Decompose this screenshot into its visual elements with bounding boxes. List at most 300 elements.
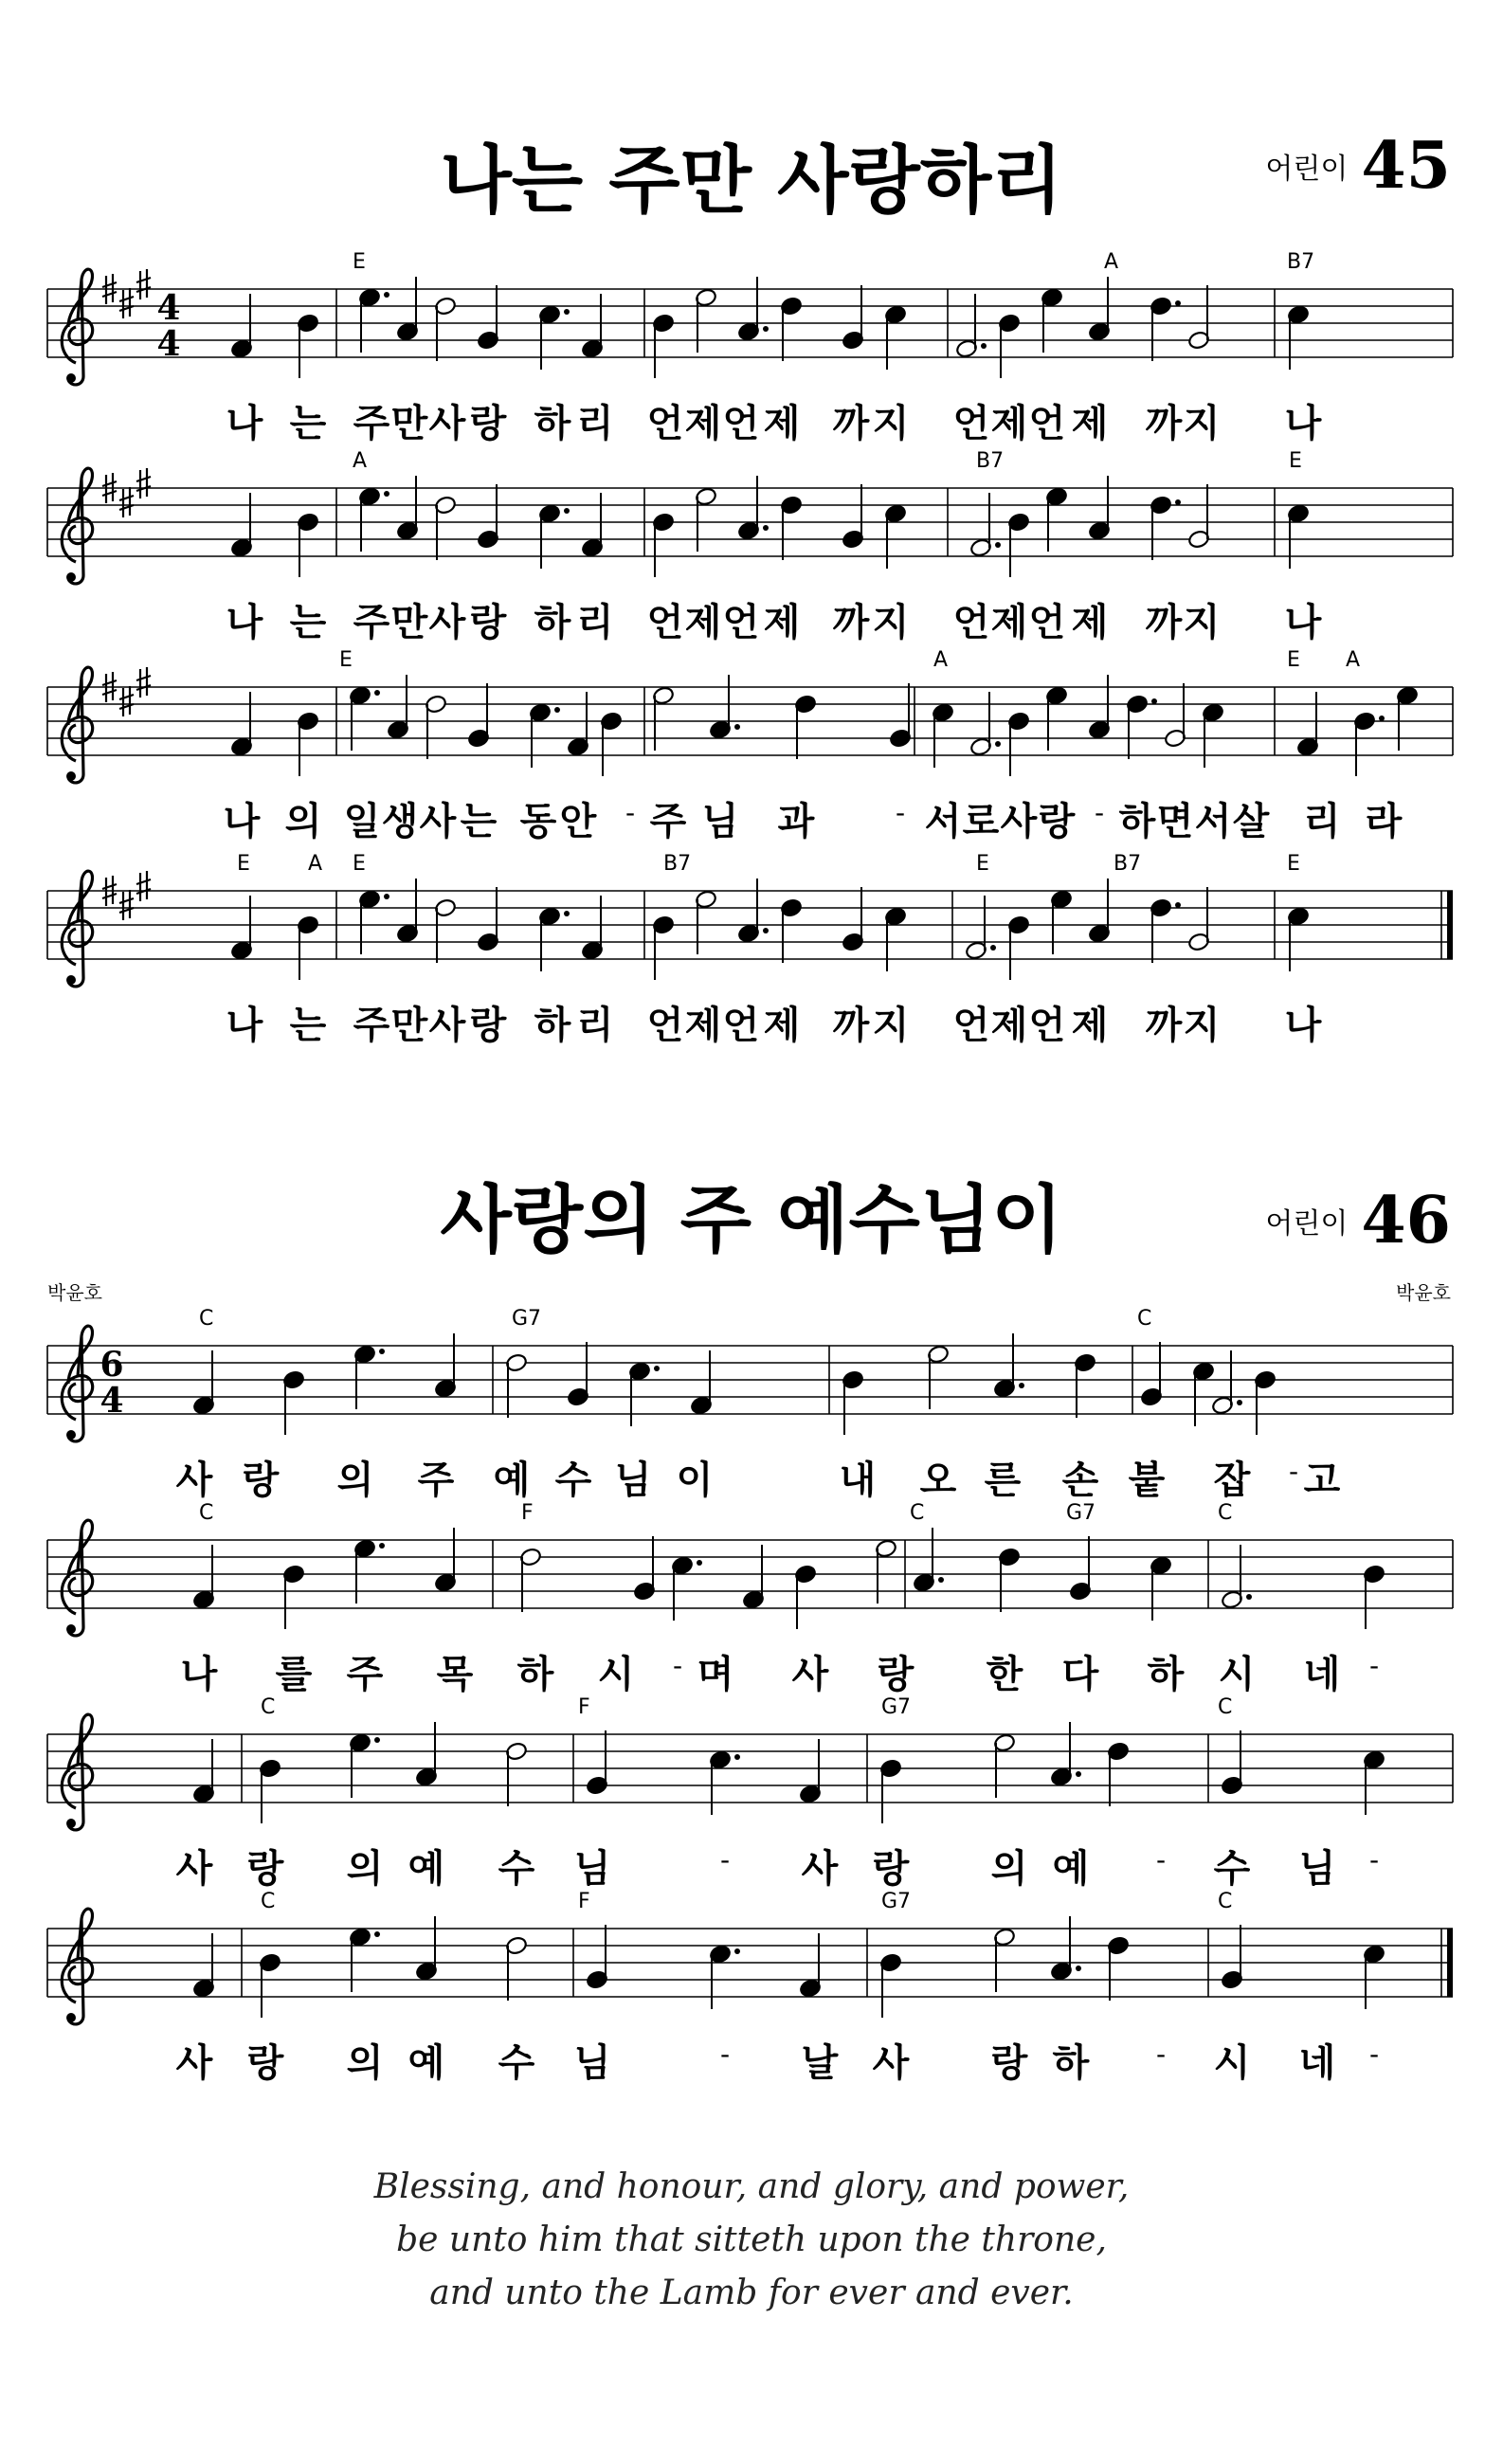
treble-clef-icon [62,1326,92,1441]
lyric-syllable: 제 [990,1004,1028,1047]
lyric-syllable: 손 [1061,1458,1099,1502]
lyric-syllable: 목 [436,1653,474,1696]
lyric-syllable: 나 [226,1004,263,1047]
dot [995,542,1001,548]
chord-symbol: F [521,1501,534,1525]
note [842,887,864,951]
note [1211,1350,1242,1415]
lyric-syllable: 의 [346,1847,384,1891]
lyric-syllable: 나 [1284,601,1322,644]
note [353,1345,385,1409]
note [396,277,419,341]
lyric-syllable: 나 [226,601,263,644]
dot [1019,1383,1024,1388]
lyric-syllable: 서 [924,800,962,843]
lyric-syllable: 를 [275,1653,313,1696]
time-signature-top: 4 [156,288,181,328]
dot [384,292,389,298]
lyric-syllable: 주 [353,1004,390,1047]
lyric-syllable: 시 [1213,2041,1251,2085]
note [282,1565,305,1629]
lyric-syllable: 언 [952,1004,990,1047]
lyric-syllable: 사 [428,1004,466,1047]
chord-symbol: B7 [1287,250,1315,274]
note [742,1545,765,1609]
note [1050,890,1073,954]
lyric-syllable: - [1155,1844,1167,1875]
dot [384,894,389,899]
note [538,907,570,971]
chord-symbol: E [339,648,353,672]
lyric-syllable: 하 [534,402,571,445]
note [297,314,319,378]
note [633,1536,656,1601]
chord-symbol: A [308,852,323,876]
chord-symbol: E [353,852,366,876]
staff-system [0,431,1503,573]
lyric-syllable: 언 [722,1004,760,1047]
note [737,476,769,540]
lyric-syllable: 언 [646,1004,684,1047]
lyric-syllable: 언 [646,402,684,445]
lyric-syllable: 서 [1194,800,1232,843]
lyric-syllable: 붙 [1128,1458,1166,1502]
lyric-syllable: 내 [839,1458,877,1502]
note [600,712,623,776]
staff-system [0,232,1503,374]
lyric-syllable: 언 [952,402,990,445]
lyric-syllable: 까 [1145,1004,1183,1047]
lyric-syllable: 하 [1147,1653,1185,1696]
note [505,1936,528,2001]
note [1007,513,1030,577]
lyric-syllable: 지 [872,601,910,644]
note [1221,1730,1243,1795]
lyric-syllable: 는 [289,601,327,644]
lyric-syllable: 오 [919,1458,957,1502]
note [884,504,907,569]
hymn-category: 어린이 [1265,153,1349,186]
note [230,294,253,358]
note [709,675,740,739]
lyric-syllable: - [1288,1456,1299,1487]
lyric-syllable: 하 [1052,2041,1090,2085]
verse-line: and unto the Lamb for ever and ever. [429,2274,1074,2312]
note [1088,675,1111,739]
lyric-syllable: 는 [289,1004,327,1047]
note [297,513,319,577]
note [1088,277,1111,341]
note [358,890,389,954]
note [1296,692,1319,756]
staff-system [0,1289,1503,1431]
dot [379,1543,385,1549]
lyric-syllable: 하 [534,1004,571,1047]
lyric-syllable: 나 [223,800,261,843]
lyric-syllable: 살 [1232,800,1270,843]
lyric-syllable: 까 [832,402,870,445]
dot [1076,1966,1081,1971]
lyric-syllable: 만 [390,1004,428,1047]
lyric-syllable: 사 [175,1847,213,1891]
dot [374,690,380,696]
note [1150,1556,1172,1621]
chord-symbol: C [1218,1695,1233,1719]
note [842,1370,864,1435]
lyric-syllable: - [1368,1650,1380,1681]
treble-clef-icon [62,269,92,385]
lyric-syllable: 사 [419,800,457,843]
chord-symbol: E [1289,449,1302,473]
lyric-syllable: 하 [516,1653,554,1696]
note [353,1539,385,1603]
note [1187,484,1210,549]
note [932,703,954,768]
lyric-syllable: 랑 [877,1653,914,1696]
note [780,297,803,361]
note [396,879,419,943]
note [1069,1536,1092,1601]
lyric-syllable: - [1368,1844,1380,1875]
note [505,1353,528,1418]
note [581,493,604,557]
lyric-syllable: 면 [1156,800,1194,843]
lyric-syllable: 님 [573,1847,611,1891]
lyric-line [0,2033,1503,2090]
lyric-syllable: 는 [289,402,327,445]
note [358,288,389,353]
note [192,1739,215,1803]
dot [1175,902,1181,908]
treble-clef-icon [62,667,92,783]
note [1254,1370,1277,1435]
dot [554,707,560,713]
hymn-number-value: 45 [1361,128,1451,204]
dot [384,491,389,497]
scripture-verse [0,2161,1503,2320]
lyric-syllable: - [625,797,636,828]
note [780,898,803,963]
note [349,686,380,751]
note [434,496,457,560]
chord-symbol: E [353,250,366,274]
lyric-syllable: 지 [1183,402,1221,445]
note [652,915,675,980]
note [1192,1362,1215,1426]
note [282,1370,305,1435]
note [875,1539,897,1603]
chord-symbol: B7 [976,449,1005,473]
lyric-syllable: 안 [559,800,597,843]
dot [1379,716,1385,721]
sharp-icon [119,288,134,318]
note [1363,1945,1385,2009]
note [1396,686,1419,751]
lyric-syllable: 시 [1218,1653,1256,1696]
time-signature-top: 6 [100,1345,124,1385]
lyric-syllable: 만 [390,402,428,445]
lyric-syllable: 나 [180,1653,218,1696]
chord-symbol: B7 [663,852,692,876]
note [628,1362,660,1426]
lyric-syllable: 지 [872,1004,910,1047]
lyric-syllable: 리 [576,601,614,644]
note [799,1739,822,1803]
note [297,915,319,980]
lyric-syllable: 잡 [1213,1458,1251,1502]
lyric-syllable: 랑 [1038,800,1076,843]
lyric-syllable: 고 [1303,1458,1341,1502]
lyric-syllable: 님 [1298,1847,1336,1891]
lyric-syllable: 의 [284,800,322,843]
note [259,1953,281,2018]
lyric-syllable: 제 [684,402,722,445]
dot [1151,698,1157,704]
treble-clef-icon [62,1714,92,1830]
lyric-syllable: 시 [597,1653,635,1696]
note [586,1730,608,1795]
lyric-syllable: 사 [175,2041,213,2085]
note [652,513,675,577]
note [387,675,409,739]
note [1007,915,1030,980]
note [884,305,907,370]
note [538,504,570,569]
lyric-syllable: 리 [576,402,614,445]
note [1363,1750,1385,1815]
note [581,896,604,960]
note [1287,305,1310,370]
note [889,683,912,748]
lyric-syllable: 랑 [246,2041,284,2085]
chord-symbol: C [261,1890,276,1913]
lyric-syllable: 는 [460,800,498,843]
lyric-syllable: 날 [801,2041,839,2085]
chord-symbol: E [1287,852,1300,876]
note [192,1350,215,1415]
lyric-syllable: 랑 [469,601,507,644]
note [998,1548,1021,1612]
note [652,686,675,751]
lyric-syllable: 제 [684,1004,722,1047]
note [993,1733,1016,1798]
lyric-syllable: 랑 [242,1458,280,1502]
chord-symbol: B7 [1114,852,1142,876]
note [434,1333,457,1398]
note [467,683,490,748]
lyric-syllable: 제 [1071,402,1109,445]
lyric-syllable: 언 [722,402,760,445]
lyric-syllable: 하 [534,601,571,644]
chord-symbol: C [1218,1501,1233,1525]
lyric-syllable: 다 [1061,1653,1099,1696]
note [1050,1916,1081,1981]
lyric-syllable: - [1094,797,1105,828]
lyric-syllable: 사 [801,1847,839,1891]
lyric-syllable: 님 [573,2041,611,2085]
note [842,285,864,350]
sharp-icon [119,890,134,920]
lyric-syllable: 지 [1183,601,1221,644]
treble-clef-icon [62,871,92,987]
lyric-syllable: 수 [498,2041,535,2085]
chord-symbol: F [578,1890,590,1913]
note [993,1333,1024,1398]
lyric-syllable: 한 [986,1653,1023,1696]
note [477,887,499,951]
dot [564,309,570,315]
dot [981,343,987,349]
chord-symbol: C [1137,1307,1152,1331]
dot [734,1754,740,1760]
note [259,1759,281,1823]
note [1187,887,1210,951]
lyric-syllable: 주 [353,402,390,445]
lyric-syllable: - [1155,2038,1167,2070]
note [709,1945,740,2009]
lyric-syllable: 사 [428,402,466,445]
note [415,1722,438,1786]
chord-symbol: C [1218,1890,1233,1913]
lyric-syllable: 언 [952,601,990,644]
lyric-syllable: 의 [346,2041,384,2085]
lyric-syllable: 지 [872,402,910,445]
chord-symbol: G7 [512,1307,542,1331]
lyric-syllable: 주 [346,1653,384,1696]
lyric-syllable: 로 [962,800,1000,843]
note [434,1528,457,1592]
lyric-syllable: 의 [336,1458,374,1502]
staff-system [0,1483,1503,1625]
note [955,294,987,358]
note [192,1545,215,1609]
note [1050,1722,1081,1786]
chord-symbol: A [1104,250,1119,274]
sharp-icon [136,468,151,498]
note [969,493,1001,557]
lyric-syllable: 제 [990,402,1028,445]
lyric-syllable: 제 [684,601,722,644]
staff-system [0,630,1503,772]
lyric-syllable: 의 [990,1847,1028,1891]
note [230,692,253,756]
chord-symbol: A [933,648,949,672]
lyric-syllable: 사 [175,1458,213,1502]
time-signature-bottom: 4 [156,324,181,364]
lyric-syllable: 까 [1145,402,1183,445]
lyric-syllable: 제 [1071,1004,1109,1047]
note [1363,1565,1385,1629]
lyric-syllable: 언 [1028,402,1066,445]
lyric-syllable: 이 [676,1458,714,1502]
note [230,896,253,960]
dot [734,1948,740,1954]
note [1140,1342,1163,1406]
note [842,484,864,549]
lyric-syllable: 님 [614,1458,652,1502]
dot [938,1577,944,1583]
sharp-icon [119,686,134,716]
chord-symbol: G7 [881,1695,912,1719]
lyric-syllable: 랑 [469,402,507,445]
note [1287,504,1310,569]
note [529,703,560,768]
lyric-syllable: 수 [554,1458,592,1502]
note [1107,1742,1130,1806]
lyric-syllable: 제 [763,1004,801,1047]
lyric-syllable: 하 [1118,800,1156,843]
dot [734,724,740,730]
note [477,285,499,350]
lyric-syllable: 만 [390,601,428,644]
note [993,1928,1016,1992]
hymn-number [1265,1183,1451,1259]
lyric-syllable: - [719,1844,731,1875]
lyric-syllable: - [895,797,906,828]
lyric-syllable: - [1368,2038,1380,2070]
note [477,484,499,549]
lyric-syllable: 까 [1145,601,1183,644]
note [396,476,419,540]
note [1045,686,1068,751]
note [1041,288,1063,353]
note [1088,879,1111,943]
dot [564,508,570,514]
lyricist-credit: 박윤호 [47,1281,102,1304]
dot [763,326,769,332]
lyric-syllable: 제 [990,601,1028,644]
staff-system [0,834,1503,976]
note [1287,907,1310,971]
lyric-syllable: 사 [428,601,466,644]
note [586,1925,608,1989]
lyric-syllable: 언 [1028,601,1066,644]
dot [374,1737,380,1743]
lyric-syllable: 예 [407,1847,445,1891]
chord-symbol: G7 [1066,1501,1096,1525]
note [1202,703,1224,768]
note [879,1759,902,1823]
lyric-syllable: 른 [984,1458,1022,1502]
lyric-syllable: 동 [519,800,557,843]
verse-line: Blessing, and honour, and glory, and power, [373,2167,1130,2206]
dot [697,1560,702,1566]
note [567,692,589,756]
note [519,1548,542,1612]
dot [564,911,570,916]
composer-credit: 박윤호 [1396,1281,1451,1304]
note [1164,683,1186,748]
lyric-syllable: 님 [701,800,739,843]
lyric-syllable: 예 [1052,1847,1090,1891]
hymn-number [1265,128,1451,204]
note [425,695,447,759]
hymn-category: 어린이 [1265,1207,1349,1241]
note [737,879,769,943]
lyric-syllable: 랑 [990,2041,1028,2085]
sharp-icon [136,871,151,901]
note [505,1742,528,1806]
dot [1246,1594,1252,1600]
note [913,1528,944,1592]
lyric-syllable: 랑 [872,1847,910,1891]
note [879,1953,902,2018]
lyric-syllable: - [719,2038,731,2070]
note [1187,285,1210,350]
song-title: 나는 주만 사랑하리 [440,138,1063,224]
lyric-syllable: 제 [1071,601,1109,644]
dot [1076,1771,1081,1777]
